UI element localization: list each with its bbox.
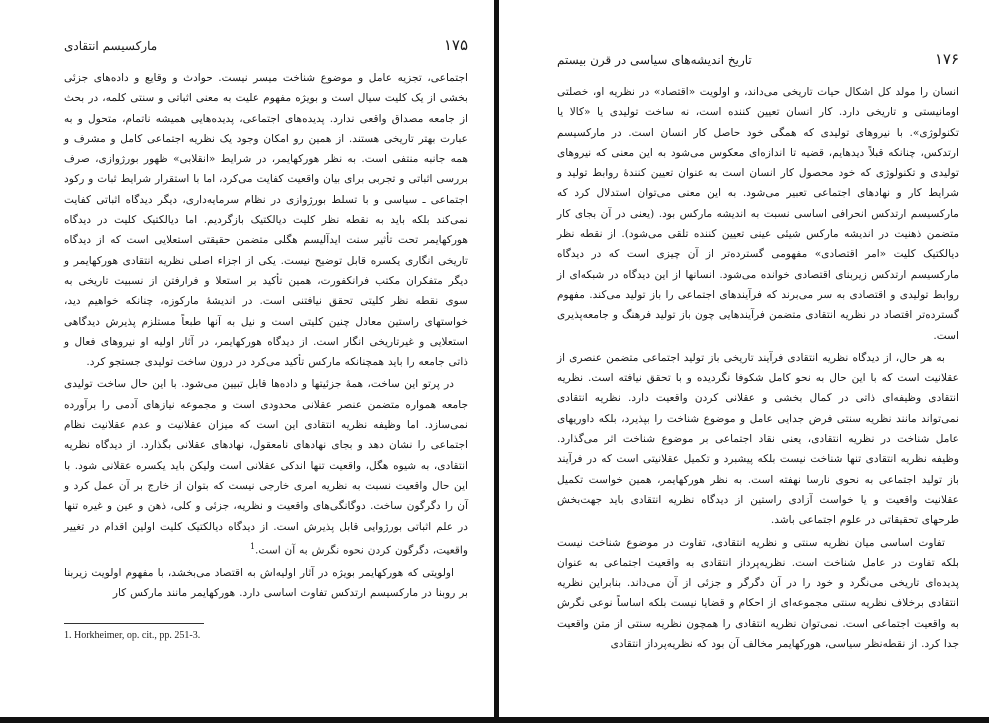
right-running-title: تاریخ اندیشه‌های سیاسی در قرن بیستم xyxy=(557,53,752,67)
left-paragraph-3: اولویتی که هورکهایمر بویژه در آثار اولیه‌اش به اقتصاد می‌بخشد، با مفهوم اولویت زیربنا بر روبنا در مارکسیسم ارتدکس تفاوت اساسی دارد. هورکهایمر مانند مارکس کار xyxy=(64,566,468,599)
right-paragraph-1: انسان را مولد کل اشکال حیات تاریخی می‌داند، و اولویت «اقتصاد» در نظریه او، خصلتی اومانیستی و تاریخی دارد. کار انسان تعیین کننده است، نه ساخت تولیدی یا «کالا یا تکنولوژی». با نیروهای تولیدی که همگی خود حاصل کار انسان است. در مارکسیسم ارتدکس، چنانکه قبلاً دیدهایم، قضیه تا اندازه‌ای معکوس می‌شود به این معنی که نیروهای تولیدی و تکنولوژی که خود محصول کار انسان است به عنوان تعیین کنندهٔ روابط تولید و شرایط کار و نهادهای اجتماعی تعبیر می‌شود. به این معنی می‌توان استدلال کرد که مارکسیسم ارتدکس انحرافی اساسی نسبت به اندیشه مارکس بود. (یعنی در آن بجای کار متضمن ذهنیت در اندیشه مارکس شیئی عینی تعیین کننده تلقی می‌شود). از نقطه نظر دیالکتیک کلیت «امر اقتصادی» مفهومی گسترده‌تر از آن چیزی است که در دیدگاه مارکسیسم ارتدکس زیربنای اقتصادی خوانده می‌شود. انسانها از این دیدگاه در شبکه‌ای از روابط تولیدی و اقتصادی به سر می‌برند که فرآیندهای اجتماعی را باز تولید می‌کند. مفهوم گسترده‌تر اقتصاد در نظریه انتقادی متضمن فرآیندهایی چون باز تولید فرهنگ و جامعه‌پذیری است. xyxy=(557,86,959,342)
right-page xyxy=(499,0,989,723)
left-page-number: ۱۷۵ xyxy=(443,36,468,54)
right-paragraph-2: به هر حال، از دیدگاه نظریه انتقادی فرآیند تاریخی باز تولید اجتماعی متضمن عنصری از عقلانیت است که با این حال به نحو کامل شکوفا نگردیده و با تحقق نیافته است. نظریه انتقادی وظیفه‌ای ذاتی در کمال بخشی و عقلانی کردن واقعیت دارد. نظریه انتقادی نمی‌تواند مانند نظریه سنتی فرض جدایی عامل و موضوع شناخت را بپذیرد، بلکه داوریهای عامل شناخت در نظریه انتقادی، یعنی نقاد اجتماعی بر موضوع شناخت اثر می‌گذارد. وظیفه نظریه انتقادی تنها شناخت نیست بلکه پیشبرد و تکمیل عقلانیتی است که در فرآیند باز تولید اجتماعی به نحوی نارسا نهفته است. به نظر هورکهایمر، همین خواست تکمیل عقلانیت واقعیت و یا خواست آزادی راستین از دیدگاه نظریه انتقادی باید جهت‌بخش طرحهای تحقیقاتی در علوم اجتماعی باشد. xyxy=(557,351,959,527)
right-page-header xyxy=(557,50,959,78)
footnote-marker: 1 xyxy=(249,541,256,551)
left-paragraph-2 xyxy=(64,374,468,560)
scan-bottom-edge xyxy=(0,717,989,723)
left-page xyxy=(0,0,494,723)
right-body-text xyxy=(557,82,959,654)
left-paragraph-2-text: در پرتو این ساخت، همهٔ جزئیتها و داده‌ها قابل تبیین می‌شود. با این حال ساخت تولیدی جامعه همواره متضمن عنصر عقلانی محدودی است و مجموعه نیازهای آدمی را برآورده نمی‌سازد. اما وظیفه نظریه انتقادی این است که میزان عقلانیت و عدم عقلانیت نظام اجتماعی را نشان دهد و بجای نهادهای نامعقول، نهادهای عقلانی بگذارد. از دیدگاه نظریه انتقادی، به شیوه هگل، واقعیت تنها اندکی عقلانی است ولیکن باید یکسره عقلانی شود. با این حال واقعیت نسبت به نظریه امری خارجی نیست که بتوان از خارج بر آن عمل کرد و آن را دگرگون ساخت. دوگانگی‌های واقعیت و نظریه، جزئی و کلی، ذهن و عین و غیره تنها در علم اثباتی بورژوایی قابل پذیرش است. از دیدگاه دیالکتیک کلیت اولین اقدام در تغییر واقعیت، دگرگون کردن نحوه نگرش به آن است. xyxy=(64,378,468,557)
left-page-header xyxy=(64,36,468,64)
right-page-number: ۱۷۶ xyxy=(934,50,959,68)
right-paragraph-3: تفاوت اساسی میان نظریه سنتی و نظریه انتقادی، تفاوت در موضوع شناخت نیست بلکه تفاوت در عامل شناخت است. نظریه‌پرداز انتقادی به واقعیت اجتماعی به عنوان پدیده‌ای تاریخی می‌نگرد و خود را در آن دگرگر و جزئی از آن می‌داند. بنابراین نظریه انتقادی برخلاف نظریه سنتی مجموعه‌ای از احکام و قضایا نیست بلکه اساساً نوعی نگرش به واقعیت اجتماعی است. نمی‌توان نظریه انتقادی را همچون نظریه سنتی از متن واقعیت جدا کرد. از نقطه‌نظر سیاسی، هورکهایمر مخالف آن بود که نظریه‌پرداز انتقادی xyxy=(557,536,959,651)
left-paragraph-1: اجتماعی، تجزیه عامل و موضوع شناخت میسر نیست. حوادث و وقایع و داده‌های جزئی بخشی از یک کلیت سیال است و بویژه مفهوم علیت به معنی اثباتی و سنتی کلمه، در بحث از جامعه مصداق واقعی ندارد. پدیده‌های اجتماعی، پدیده‌هایی همیشه ناتمام، متحول و به عبارت بهتر تاریخی هستند. از همین رو امکان وجود یک نظریه اجتماعی کامل و مشرف و همه جانبه منتفی است. به نظر هورکهایمر، در شرایط «انقلابی» ظهور بورژوازی، صرف بررسی اثباتی و تجربی برای بیان واقعیت کفایت می‌کرد، اما با استقرار شرایط ثبات و رکود اجتماعی ـ سیاسی و با تسلط بورژوازی در نظام سرمایه‌داری، دیگر دیدگاه اثباتی کفایت نمی‌کند بلکه باید به نقطه نظر کلیت دیالکتیک بازگردیم. اما دیالکتیک کلیت در دیدگاه هورکهایمر تحت تأثیر سنت ایدآلیسم هگلی متضمن حقیقتی استعلایی است که از دیدگاه تاریخی انگاری یکسره قابل توضیح نیست. یکی از اجزاء اصلی نظریه انتقادی هورکهایمر و دیگر متفکران مکتب فرانکفورت، همین تأکید بر استعلا و فرارفتن از نسبیت تاریخی به سوی نقطه نظر کلیتی تحقق نیافتنی است. در اندیشهٔ مارکوزه، چنانکه خواهیم دید، خواستهای راستین معادل چنین کلیتی است و نیل به آنها طبعاً مستلزم پذیرش دیدگاهی استعلایی و غیرتاریخی انگار است. از دیدگاه هورکهایمر، در آثار اولیه او نیروهای فعال و ذاتی جامعه را باید همچنانکه مارکس تأکید می‌کرد در درون ساخت تولیدی جستجو کرد. xyxy=(64,72,468,369)
footnote-rule xyxy=(64,623,204,624)
footnote: 1. Horkheimer, op. cit., pp. 251-3. xyxy=(64,630,201,642)
left-running-title: مارکسیسم انتقادی xyxy=(64,39,158,53)
left-body-text xyxy=(64,68,468,603)
